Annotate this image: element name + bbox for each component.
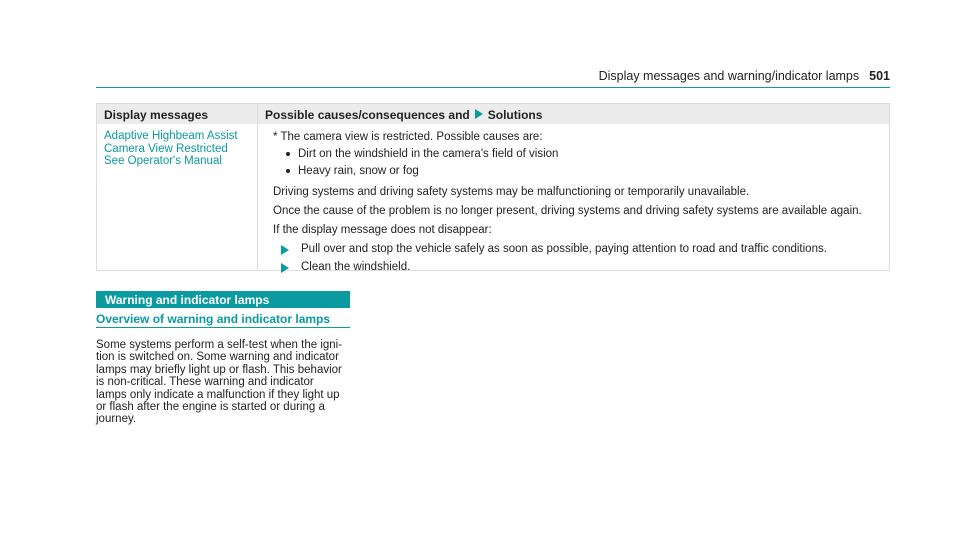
message-line: Camera View Restricted <box>104 142 228 155</box>
message-line: See Operator's Manual <box>104 155 222 167</box>
section-title-bar <box>96 291 350 308</box>
body-line: tion is switched on. Some warning and indicator <box>96 351 339 364</box>
step-arrow-icon <box>281 245 289 255</box>
body-line: Some systems perform a self-test when the igni- <box>96 339 343 351</box>
subsection-title: Overview of warning and indicator lamps <box>96 312 350 328</box>
body-line: lamps may briefly light up or flash. This behavior <box>96 363 342 376</box>
display-message-text <box>104 130 238 168</box>
solutions-arrow-icon <box>475 109 483 122</box>
paragraph: Once the cause of the problem is no longer present, driving systems and driving safety systems are available again. <box>273 205 862 217</box>
cause-item: Heavy rain, snow or fog <box>286 165 419 178</box>
body-line: journey. <box>96 413 137 426</box>
table-header-row <box>97 104 889 124</box>
header-rule <box>96 87 890 88</box>
step-arrow-icon <box>281 263 289 273</box>
column-divider <box>257 104 258 270</box>
section-title: Warning and indicator lamps <box>105 293 270 307</box>
cause-item: Dirt on the windshield in the camera's field of vision <box>286 148 558 161</box>
column-header-causes-solutions <box>265 108 542 122</box>
body-line: lamps only indicate a malfunction if they light up <box>96 388 340 401</box>
column-header-solutions-label: Solutions <box>487 108 543 122</box>
body-line: or flash after the engine is started or during a <box>96 401 325 414</box>
solution-step: Pull over and stop the vehicle safely as soon as possible, paying attention to road and traffic conditions. <box>281 243 827 256</box>
body-paragraph <box>96 339 356 426</box>
header-section-title: Display messages and warning/indicator lamps <box>598 69 860 83</box>
bullet-icon <box>286 152 290 156</box>
bullet-icon <box>286 169 290 173</box>
running-header <box>599 69 890 83</box>
column-header-display-messages: Display messages <box>104 108 209 122</box>
column-header-causes-label: Possible causes/consequences and <box>265 108 470 122</box>
message-line: Adaptive Highbeam Assist <box>104 130 238 142</box>
causes-intro: * The camera view is restricted. Possible causes are: <box>273 131 543 143</box>
solution-step: Clean the windshield. <box>281 261 410 274</box>
paragraph: If the display message does not disappear: <box>273 224 492 236</box>
body-line: is non-critical. These warning and indicator <box>96 376 314 389</box>
display-messages-table <box>96 103 890 271</box>
page-number: 501 <box>869 69 890 83</box>
paragraph: Driving systems and driving safety systems may be malfunctioning or temporarily unavailable. <box>273 186 750 198</box>
